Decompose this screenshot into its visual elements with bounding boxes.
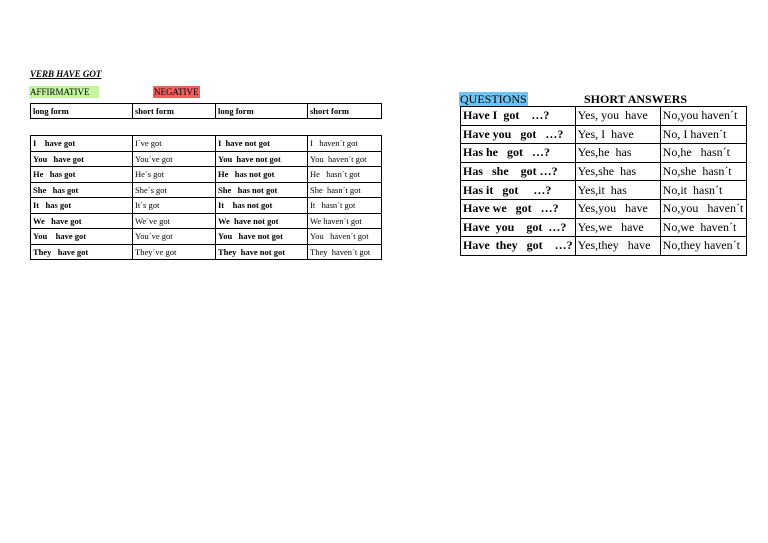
questions-label: QUESTIONS xyxy=(460,92,527,106)
short-answers-label: SHORT ANSWERS xyxy=(584,92,688,106)
affirmative-label: AFFIRMATIVE xyxy=(29,86,99,98)
table-row xyxy=(461,181,747,200)
short-answer-no: No, I haven´t xyxy=(660,125,746,144)
affirmative-short: He´s got xyxy=(133,167,216,183)
table-row xyxy=(31,151,382,167)
short-answer-yes: Yes,we have xyxy=(575,218,660,237)
conjugation-table xyxy=(30,135,382,260)
short-answer-no: No,they haven´t xyxy=(660,237,746,256)
negative-long: I have not got xyxy=(216,136,308,152)
page-title: VERB HAVE GOT xyxy=(30,69,102,79)
negative-long: It has not got xyxy=(216,198,308,214)
short-answer-no: No,you haven´t xyxy=(660,107,746,126)
affirmative-long: They have got xyxy=(31,244,133,260)
table-row xyxy=(31,213,382,229)
negative-long: She has not got xyxy=(216,182,308,198)
question-cell: Have I got …? xyxy=(461,107,576,126)
header-table xyxy=(30,103,382,119)
negative-short: They haven´t got xyxy=(308,244,382,260)
header-long-form-negative: long form xyxy=(216,104,308,119)
affirmative-long: He has got xyxy=(31,167,133,183)
short-answer-no: No,he hasn´t xyxy=(660,144,746,163)
table-row xyxy=(31,229,382,245)
table-row xyxy=(31,182,382,198)
negative-short: We haven´t got xyxy=(308,213,382,229)
short-answer-yes: Yes,you have xyxy=(575,199,660,218)
negative-short: You haven´t got xyxy=(308,229,382,245)
affirmative-short: She´s got xyxy=(133,182,216,198)
table-row xyxy=(31,244,382,260)
negative-long: You have not got xyxy=(216,151,308,167)
short-answer-yes: Yes, I have xyxy=(575,125,660,144)
short-answer-yes: Yes,she has xyxy=(575,162,660,181)
negative-short: You haven´t got xyxy=(308,151,382,167)
affirmative-short: We´ve got xyxy=(133,213,216,229)
affirmative-long: We have got xyxy=(31,213,133,229)
affirmative-long: You have got xyxy=(31,229,133,245)
question-cell: Has it got …? xyxy=(461,181,576,200)
table-row xyxy=(31,167,382,183)
table-row xyxy=(461,162,747,181)
affirmative-long: She has got xyxy=(31,182,133,198)
short-answer-no: No,it hasn´t xyxy=(660,181,746,200)
negative-long: We have not got xyxy=(216,213,308,229)
affirmative-short: They´ve got xyxy=(133,244,216,260)
affirmative-short: You´ve got xyxy=(133,229,216,245)
negative-short: She hasn´t got xyxy=(308,182,382,198)
negative-short: I haven´t got xyxy=(308,136,382,152)
affirmative-short: It´s got xyxy=(133,198,216,214)
header-short-form: short form xyxy=(133,104,216,119)
table-row xyxy=(461,144,747,163)
short-answer-yes: Yes, you have xyxy=(575,107,660,126)
negative-long: They have not got xyxy=(216,244,308,260)
header-short-form-negative: short form xyxy=(308,104,382,119)
header-row xyxy=(31,104,382,119)
table-row xyxy=(461,125,747,144)
questions-table xyxy=(460,106,747,256)
affirmative-long: You have got xyxy=(31,151,133,167)
table-row xyxy=(461,218,747,237)
affirmative-long: I have got xyxy=(31,136,133,152)
short-answer-no: No,you haven´t xyxy=(660,199,746,218)
short-answer-yes: Yes,it has xyxy=(575,181,660,200)
negative-short: It hasn´t got xyxy=(308,198,382,214)
question-cell: Has he got …? xyxy=(461,144,576,163)
short-answer-no: No,she hasn´t xyxy=(660,162,746,181)
short-answer-no: No,we haven´t xyxy=(660,218,746,237)
table-row xyxy=(461,107,747,126)
negative-short: He hasn´t got xyxy=(308,167,382,183)
affirmative-long: It has got xyxy=(31,198,133,214)
question-cell: Have you got …? xyxy=(461,125,576,144)
negative-long: You have not got xyxy=(216,229,308,245)
affirmative-short: I´ve got xyxy=(133,136,216,152)
question-cell: Have we got …? xyxy=(461,199,576,218)
question-cell: Have they got …? xyxy=(461,237,576,256)
table-row xyxy=(31,198,382,214)
short-answer-yes: Yes,they have xyxy=(575,237,660,256)
negative-long: He has not got xyxy=(216,167,308,183)
affirmative-short: You´ve got xyxy=(133,151,216,167)
short-answer-yes: Yes,he has xyxy=(575,144,660,163)
question-cell: Has she got …? xyxy=(461,162,576,181)
negative-label: NEGATIVE xyxy=(154,87,199,97)
table-row xyxy=(461,237,747,256)
table-row xyxy=(31,136,382,152)
table-row xyxy=(461,199,747,218)
header-long-form: long form xyxy=(31,104,133,119)
question-cell: Have you got …? xyxy=(461,218,576,237)
